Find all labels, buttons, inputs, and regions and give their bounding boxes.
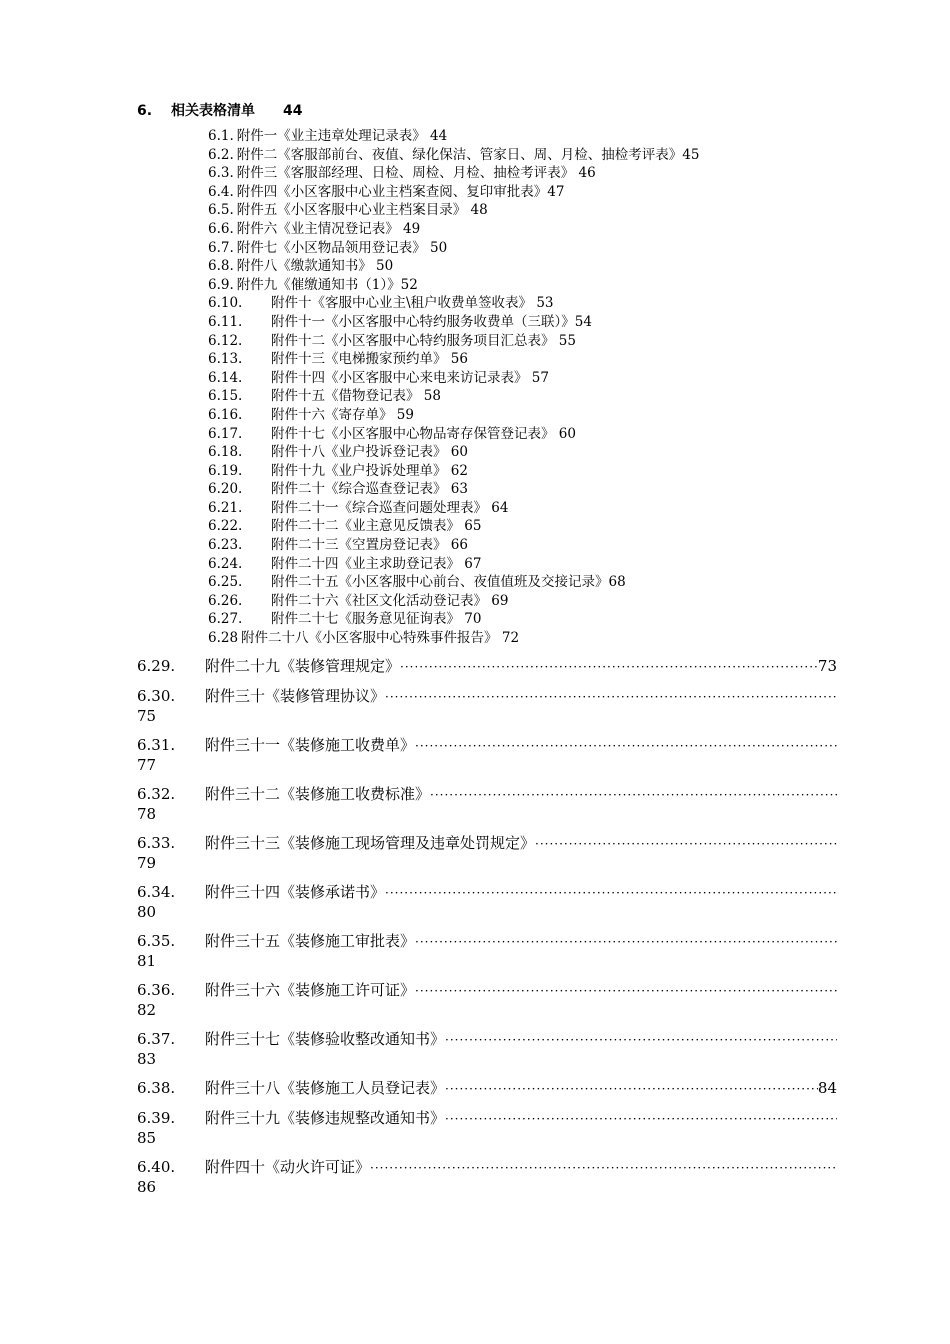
toc-entry[interactable] xyxy=(208,369,699,388)
toc-entry-text: 附件一《业主违章处理记录表》 44 xyxy=(236,128,448,144)
toc-entry[interactable] xyxy=(208,127,699,146)
toc-entry-number: 6.26. xyxy=(208,592,243,609)
toc-entry-number: 6.14. xyxy=(208,369,243,386)
toc-dot-leader xyxy=(370,1159,837,1178)
toc-entry[interactable] xyxy=(208,276,699,295)
toc-dot-leader xyxy=(415,933,837,952)
toc-entry-page: 75 xyxy=(137,707,157,725)
toc-entry-text: 附件六《业主情况登记表》 49 xyxy=(236,220,421,237)
toc-entry-text: 附件三《客服部经理、日检、周检、月检、抽检考评表》 46 xyxy=(236,165,596,182)
toc-entry[interactable] xyxy=(208,220,699,239)
toc-entry-text: 附件十七《小区客服中心物品寄存保管登记表》 60 xyxy=(271,425,576,442)
toc-dot-leader xyxy=(385,688,837,707)
toc-entry-number: 6.24. xyxy=(208,555,243,572)
toc-entry-number: 6.3. xyxy=(208,165,234,182)
toc-entry-text: 附件二十五《小区客服中心前台、夜值值班及交接记录》68 xyxy=(271,574,626,591)
toc-entry-number: 6.8. xyxy=(208,258,234,275)
toc-entry-text: 附件十八《业户投诉登记表》 60 xyxy=(271,444,468,461)
toc-entry-title: 附件三十三《装修施工现场管理及违章处罚规定》 xyxy=(205,834,536,852)
toc-entry-text: 附件二《客服部前台、夜值、绿化保洁、管家日、周、月检、抽检考评表》45 xyxy=(236,146,700,163)
section-number: 6. xyxy=(137,103,153,119)
toc-dot-leader xyxy=(385,884,837,903)
toc-entry-number: 6.32. xyxy=(137,785,176,803)
toc-entry[interactable] xyxy=(208,462,699,481)
toc-entry[interactable] xyxy=(208,592,699,611)
toc-entry[interactable] xyxy=(208,164,699,183)
toc-entry-text: 附件二十《综合巡查登记表》 63 xyxy=(271,481,468,498)
section-page: 44 xyxy=(283,103,303,119)
toc-entry[interactable] xyxy=(208,387,699,406)
toc-entry-number: 6.13. xyxy=(208,351,243,368)
toc-entry-number: 6.29. xyxy=(137,657,176,675)
toc-entry-number: 6.17. xyxy=(208,425,243,442)
toc-entry-number: 6.10. xyxy=(208,295,243,312)
toc-entry-text: 附件二十七《服务意见征询表》 70 xyxy=(271,611,482,628)
toc-entry-title: 附件四十《动火许可证》 xyxy=(205,1158,371,1176)
toc-dot-leader xyxy=(445,1110,837,1129)
toc-dot-leader xyxy=(445,1031,837,1050)
toc-entry-title: 附件三十一《装修施工收费单》 xyxy=(205,736,416,754)
toc-entry-number: 6.2. xyxy=(208,146,234,163)
toc-entry-page: 79 xyxy=(137,854,157,872)
toc-entry-text: 附件十九《业户投诉处理单》 62 xyxy=(271,462,468,479)
toc-entry[interactable] xyxy=(208,610,699,629)
toc-entry-text: 附件二十一《综合巡查问题处理表》 64 xyxy=(271,499,509,516)
toc-entry[interactable] xyxy=(208,201,699,220)
toc-entry[interactable] xyxy=(137,1158,837,1197)
toc-entry-title: 附件三十二《装修施工收费标准》 xyxy=(205,785,431,803)
toc-entry-text: 附件十四《小区客服中心来电来访记录表》 57 xyxy=(271,369,549,386)
toc-entry-number: 6.36. xyxy=(137,981,176,999)
toc-entry-page: 77 xyxy=(137,756,157,774)
toc-entry-number: 6.19. xyxy=(208,462,243,479)
toc-entry[interactable] xyxy=(208,406,699,425)
toc-entry[interactable] xyxy=(137,1109,837,1148)
toc-entry-page: 86 xyxy=(137,1178,157,1196)
toc-entry-number: 6.11. xyxy=(208,313,243,330)
toc-dot-leader xyxy=(400,658,818,677)
toc-entry-number: 6.31. xyxy=(137,736,176,754)
toc-entry-text: 附件十五《借物登记表》 58 xyxy=(271,388,441,405)
toc-entry-page: 85 xyxy=(137,1129,157,1147)
toc-entry-number: 6.39. xyxy=(137,1109,176,1127)
toc-entry-title: 附件三十五《装修施工审批表》 xyxy=(205,932,416,950)
section-title: 相关表格清单 xyxy=(171,103,255,119)
toc-entry-page: 83 xyxy=(137,1050,157,1068)
toc-entry[interactable] xyxy=(208,294,699,313)
toc-dot-leader xyxy=(415,982,837,1001)
toc-entry-page: 82 xyxy=(137,1001,157,1019)
toc-entry-number: 6.1. xyxy=(208,128,234,144)
toc-entry-text: 附件二十八《小区客服中心特殊事件报告》 72 xyxy=(241,630,520,647)
toc-entry-title: 附件三十八《装修施工人员登记表》 xyxy=(205,1079,446,1097)
toc-entry[interactable] xyxy=(137,785,837,824)
toc-entry-text: 附件五《小区客服中心业主档案目录》 48 xyxy=(236,202,488,219)
toc-entry-title: 附件三十九《装修违规整改通知书》 xyxy=(205,1109,446,1127)
toc-entry-number: 6.9. xyxy=(208,276,234,293)
toc-entry[interactable] xyxy=(208,313,699,332)
toc-entry[interactable] xyxy=(137,834,837,873)
toc-entry-page: 73 xyxy=(817,657,837,675)
toc-entry-title: 附件三十四《装修承诺书》 xyxy=(205,883,386,901)
toc-entry-number: 6.7. xyxy=(208,239,234,256)
toc-entry[interactable] xyxy=(208,239,699,258)
toc-entry[interactable] xyxy=(208,629,699,648)
toc-entry-number: 6.38. xyxy=(137,1079,176,1097)
toc-entry-text: 附件十《客服中心业主\租户收费单签收表》 53 xyxy=(271,295,554,312)
toc-entry[interactable] xyxy=(208,536,699,555)
toc-entry[interactable] xyxy=(137,736,837,775)
toc-entry-text: 附件十三《电梯搬家预约单》 56 xyxy=(271,351,468,368)
toc-entry-page: 81 xyxy=(137,952,157,970)
toc-entry-page: 84 xyxy=(817,1079,837,1097)
section-heading xyxy=(137,100,302,120)
toc-entry[interactable] xyxy=(137,1030,837,1069)
toc-entry-title: 附件三十《装修管理协议》 xyxy=(205,687,386,705)
toc-entry[interactable] xyxy=(208,425,699,444)
toc-entry[interactable] xyxy=(137,981,837,1020)
toc-dot-leader xyxy=(445,1080,818,1099)
toc-entry[interactable] xyxy=(208,555,699,574)
toc-entry-text: 附件九《催缴通知书（1）》52 xyxy=(236,276,418,293)
toc-entry-text: 附件十二《小区客服中心特约服务项目汇总表》 55 xyxy=(271,332,576,349)
toc-entry[interactable] xyxy=(137,932,837,971)
toc-entry-number: 6.5. xyxy=(208,202,234,219)
toc-entry-number: 6.27. xyxy=(208,611,243,628)
toc-entry-page: 78 xyxy=(137,805,157,823)
toc-entry-number: 6.35. xyxy=(137,932,176,950)
toc-entry-text: 附件十一《小区客服中心特约服务收费单（三联）》54 xyxy=(271,313,592,330)
toc-entry[interactable] xyxy=(208,350,699,369)
toc-entry-text: 附件二十三《空置房登记表》 66 xyxy=(271,537,468,554)
toc-entry-number: 6.23. xyxy=(208,537,243,554)
toc-entry[interactable] xyxy=(208,183,699,202)
toc-entry-number: 6.16. xyxy=(208,406,243,423)
toc-entry-number: 6.25. xyxy=(208,574,243,591)
toc-entry-number: 6.6. xyxy=(208,220,234,237)
toc-entry[interactable] xyxy=(208,517,699,536)
toc-dot-leader xyxy=(535,835,837,854)
toc-entry-number: 6.15. xyxy=(208,388,243,405)
toc-entry-page: 80 xyxy=(137,903,157,921)
toc-entry[interactable] xyxy=(208,480,699,499)
toc-entry-text: 附件四《小区客服中心业主档案查阅、复印审批表》47 xyxy=(236,183,565,200)
toc-entry-text: 附件十六《寄存单》 59 xyxy=(271,406,414,423)
toc-dot-leader xyxy=(415,737,837,756)
toc-entry-number: 6.40. xyxy=(137,1158,176,1176)
toc-entry[interactable] xyxy=(208,146,699,165)
toc-list-large xyxy=(137,657,837,1207)
toc-entry-title: 附件二十九《装修管理规定》 xyxy=(205,657,401,675)
toc-entry[interactable] xyxy=(208,573,699,592)
toc-entry[interactable] xyxy=(137,1079,837,1099)
toc-entry-number: 6.37. xyxy=(137,1030,176,1048)
toc-entry-number: 6.28 xyxy=(208,630,239,647)
toc-entry[interactable] xyxy=(208,443,699,462)
toc-entry-text: 附件二十二《业主意见反馈表》 65 xyxy=(271,518,482,535)
toc-entry-text: 附件七《小区物品领用登记表》 50 xyxy=(236,239,448,256)
toc-entry-text: 附件八《缴款通知书》 50 xyxy=(236,258,394,275)
toc-entry-number: 6.33. xyxy=(137,834,176,852)
toc-entry[interactable] xyxy=(208,499,699,518)
toc-entry[interactable] xyxy=(208,257,699,276)
toc-entry[interactable] xyxy=(208,332,699,351)
toc-entry[interactable] xyxy=(137,657,837,677)
toc-entry-text: 附件二十四《业主求助登记表》 67 xyxy=(271,555,482,572)
toc-entry[interactable] xyxy=(137,687,837,726)
toc-entry-number: 6.30. xyxy=(137,687,176,705)
toc-entry-title: 附件三十六《装修施工许可证》 xyxy=(205,981,416,999)
toc-entry-number: 6.34. xyxy=(137,883,176,901)
toc-entry-text: 附件二十六《社区文化活动登记表》 69 xyxy=(271,592,509,609)
toc-entry-number: 6.20. xyxy=(208,481,243,498)
toc-entry-number: 6.12. xyxy=(208,332,243,349)
toc-entry-number: 6.18. xyxy=(208,444,243,461)
toc-entry-number: 6.21. xyxy=(208,499,243,516)
toc-entry-number: 6.4. xyxy=(208,183,234,200)
toc-entry-title: 附件三十七《装修验收整改通知书》 xyxy=(205,1030,446,1048)
toc-entry-number: 6.22. xyxy=(208,518,243,535)
toc-list-small xyxy=(208,127,699,648)
toc-entry[interactable] xyxy=(137,883,837,922)
toc-dot-leader xyxy=(430,786,837,805)
